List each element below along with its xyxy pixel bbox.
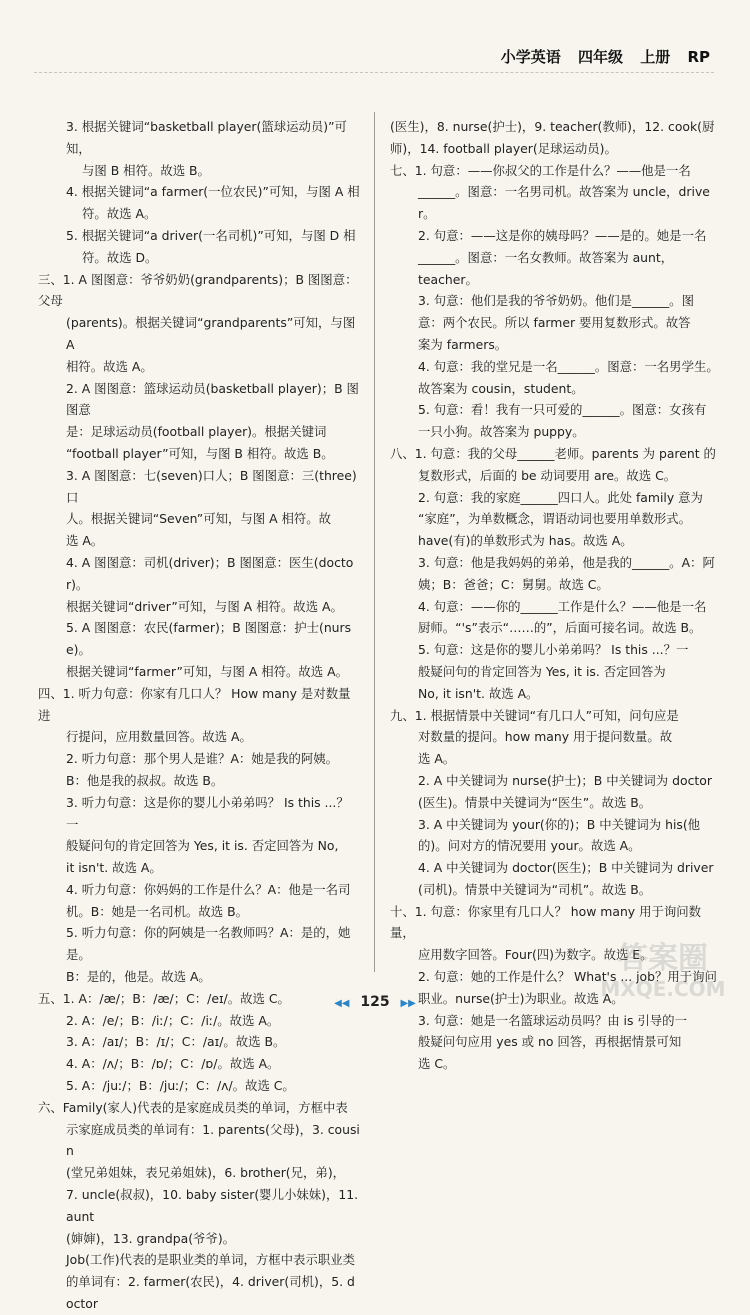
answer-line: ______。图意：一名男司机。故答案为 uncle，driver。 (418, 184, 710, 222)
answer-line: ______。图意：一名女教师。故答案为 aunt， (418, 249, 674, 265)
answer-line: 3. 句意：他是我妈妈的弟弟，他是我的______。A：阿 (418, 554, 715, 570)
answer-line: 相符。故选 A。 (66, 358, 153, 374)
answer-line: (婶婶)，13. grandpa(爷爷)。 (66, 1230, 236, 1246)
watermark-logo (588, 934, 738, 1004)
page-header (489, 46, 710, 67)
answer-line: 九、1. 根据情景中关键词“有几口人”可知，问句应是 (390, 707, 679, 723)
answer-line: (司机)。情景中关键词为“司机”。故选 B。 (418, 881, 652, 897)
answer-line: 3. A 中关键词为 your(你的)；B 中关键词为 his(他 (418, 816, 701, 832)
answer-line: have(有)的单数形式为 has。故选 A。 (418, 533, 633, 549)
answer-line: 七、1. 句意：——你叔父的工作是什么？——他是一名 (390, 162, 691, 178)
answer-line: 选 A。 (418, 751, 456, 767)
answer-line: (医生)。情景中关键词为“医生”。故选 B。 (418, 794, 652, 810)
answer-line: 般疑问句应用 yes 或 no 回答，再根据情景可知 (418, 1034, 682, 1050)
answer-line: 十、1. 句意：你家里有几口人？ how many 用于询问数量， (390, 903, 702, 941)
answer-line: 5. A 图图意：农民(farmer)；B 图图意：护士(nurse)。 (66, 620, 352, 658)
watermark-text-top: 答案圈 (618, 941, 708, 976)
answer-line: 复数形式，后面的 be 动词要用 are。故选 C。 (418, 467, 677, 483)
next-arrows-icon: ▶▶ (400, 998, 416, 1009)
answer-line: “家庭”，为单数概念，谓语动词也要用单数形式。 (418, 511, 692, 527)
answer-line: 般疑问句的肯定回答为 Yes, it is. 否定回答为 No, (66, 838, 339, 854)
answer-line: 八、1. 句意：我的父母______老师。parents 为 parent 的 (390, 445, 716, 461)
answer-line: No, it isn't. 故选 A。 (418, 685, 539, 701)
answer-line: it isn't. 故选 A。 (66, 860, 162, 876)
answer-line: 根据关键词“driver”可知，与图 A 相符。故选 A。 (66, 598, 343, 614)
answer-line: 3. 听力句意：这是你的婴儿小弟弟吗？ Is this ...？一 (66, 794, 349, 832)
answer-line: 2. 句意：她的工作是什么？ What's ... job？用于询问 (418, 969, 717, 985)
answer-line: 3. 句意：她是一名篮球运动员吗？由 is 引导的一 (418, 1012, 687, 1028)
answer-line: 的)。问对方的情况要用 your。故选 A。 (418, 838, 641, 854)
answer-line: 4. 听力句意：你妈妈的工作是什么？A：他是一名司 (66, 881, 351, 897)
answer-line: (堂兄弟姐妹，表兄弟姐妹)，6. brother(兄，弟)， (66, 1165, 346, 1181)
answer-line: 行提问，应用数量回答。故选 A。 (66, 729, 252, 745)
answer-line: 的单词有：2. farmer(农民)，4. driver(司机)，5. doctor (66, 1274, 355, 1312)
answer-line: 2. 句意：——这是你的姨母吗？——是的。她是一名 (418, 227, 707, 243)
answer-line: 应用数字回答。Four(四)为数字。故选 E。 (418, 947, 653, 963)
answer-line: 姨；B：爸爸；C：舅舅。故选 C。 (418, 576, 609, 592)
answer-line: 故答案为 cousin，student。 (418, 380, 584, 396)
answer-line: 机。B：她是一名司机。故选 B。 (66, 903, 249, 919)
answer-line: 4. A：/ʌ/；B：/ɒ/；C：/ɒ/。故选 A。 (66, 1056, 280, 1072)
answer-line: 3. A：/aɪ/；B：/ɪ/；C：/aɪ/。故选 B。 (66, 1034, 286, 1050)
answer-line: 4. 句意：——你的______工作是什么？——他是一名 (418, 598, 707, 614)
answer-line: 四、1. 听力句意：你家有几口人？ How many 是对数量进 (38, 685, 351, 723)
answer-line: teacher。 (418, 271, 478, 287)
answer-line: 3. 句意：他们是我的爷爷奶奶。他们是______。图 (418, 293, 694, 309)
answer-line: 人。根据关键词“Seven”可知，与图 A 相符。故 (66, 511, 332, 527)
answer-line: 六、Family(家人)代表的是家庭成员类的单词，方框中表 (38, 1099, 348, 1115)
answer-line: 2. 听力句意：那个男人是谁？A：她是我的阿姨。 (66, 751, 339, 767)
left-column (38, 116, 363, 1315)
answer-line: 4. 根据关键词“a farmer(一位农民)”可知，与图 A 相 (66, 184, 360, 200)
answer-line: 5. A：/juː/；B：/juː/；C：/ʌ/。故选 C。 (66, 1078, 295, 1094)
answer-line: 5. 句意：看！我有一只可爱的______。图意：女孩有 (418, 402, 707, 418)
answer-line: 五、1. A：/æ/；B：/æ/；C：/eɪ/。故选 C。 (38, 990, 290, 1006)
answer-line: (parents)。根据关键词“grandparents”可知，与图 A (66, 315, 360, 352)
header-grade: 四年级 (577, 48, 623, 66)
answer-line: 3. 根据关键词“basketball player(篮球运动员)”可知， (66, 119, 347, 156)
answer-line: 7. uncle(叔叔)，10. baby sister(婴儿小妹妹)，11. aunt (66, 1187, 363, 1224)
answer-line: 符。故选 D。 (82, 249, 158, 265)
answer-line: 根据关键词“farmer”可知，与图 A 相符。故选 A。 (66, 663, 348, 679)
right-column (390, 116, 720, 1075)
answer-line: 4. A 中关键词为 doctor(医生)；B 中关键词为 driver (418, 860, 714, 876)
answer-line: 5. 听力句意：你的阿姨是一名教师吗？A：是的，她是。 (66, 925, 351, 963)
answer-line: 2. 句意：我的家庭______四口人。此处 family 意为 (418, 489, 703, 505)
answer-line: 厨师。“'s”表示“……的”，后面可接名词。故选 B。 (418, 620, 702, 636)
answer-line: 选 C。 (418, 1056, 456, 1072)
answer-line: 示家庭成员类的单词有：1. parents(父母)，3. cousin (66, 1121, 360, 1159)
answer-line: 案为 farmers。 (418, 336, 508, 352)
header-subject: 小学英语 (500, 48, 561, 66)
answer-line: 对数量的提问。how many 用于提问数量。故 (418, 729, 673, 745)
header-rule (34, 72, 714, 74)
answer-line: Job(工作)代表的是职业类的单词，方框中表示职业类 (66, 1252, 355, 1268)
answer-line: 2. A：/e/；B：/iː/；C：/iː/。故选 A。 (66, 1012, 280, 1028)
answer-line: 5. 根据关键词“a driver(一名司机)”可知，与图 D 相 (66, 227, 356, 243)
answer-line: 3. A 图图意：七(seven)口人；B 图图意：三(three)口 (66, 467, 357, 505)
watermark-text-bottom: MXQE.COM (600, 977, 726, 1001)
answer-line: 是：足球运动员(football player)。根据关键词 (66, 424, 327, 440)
header-edition: RP (687, 48, 710, 66)
answer-line: (医生)，8. nurse(护士)，9. teacher(教师)，12. cook(厨 (390, 119, 715, 134)
answer-line: 三、1. A 图图意：爷爷奶奶(grandparents)；B 图图意：父母 (38, 271, 358, 309)
answer-line: 符。故选 A。 (82, 206, 157, 222)
answer-line: 选 A。 (66, 533, 104, 549)
answer-line: 意：两个农民。所以 farmer 要用复数形式。故答 (418, 315, 691, 331)
answer-line: “football player”可知，与图 B 相符。故选 B。 (66, 445, 334, 461)
answer-line: 职业。nurse(护士)为职业。故选 A。 (418, 990, 624, 1006)
answer-line: 5. 句意：这是你的婴儿小弟弟吗？ Is this ...？一 (418, 642, 689, 658)
header-volume: 上册 (640, 48, 671, 66)
answer-line: B：他是我的叔叔。故选 B。 (66, 772, 224, 788)
answer-line: 般疑问句的肯定回答为 Yes, it is. 否定回答为 (418, 663, 666, 679)
answer-line: 4. 句意：我的堂兄是一名______。图意：一名男学生。 (418, 358, 719, 374)
answer-line: 4. A 图图意：司机(driver)；B 图图意：医生(doctor)。 (66, 554, 354, 592)
answer-line: 2. A 中关键词为 nurse(护士)；B 中关键词为 doctor (418, 772, 712, 788)
answer-line: B：是的，他是。故选 A。 (66, 969, 211, 985)
page-number: 125 (360, 994, 390, 1010)
answer-line: 与图 B 相符。故选 B。 (82, 162, 210, 178)
answer-line: 2. A 图图意：篮球运动员(basketball player)；B 图图意 (66, 380, 359, 418)
answer-line: 师)，14. football player(足球运动员)。 (390, 140, 617, 156)
column-divider (374, 112, 375, 972)
prev-arrows-icon: ◀◀ (334, 998, 350, 1009)
answer-line: 一只小狗。故答案为 puppy。 (418, 424, 585, 440)
